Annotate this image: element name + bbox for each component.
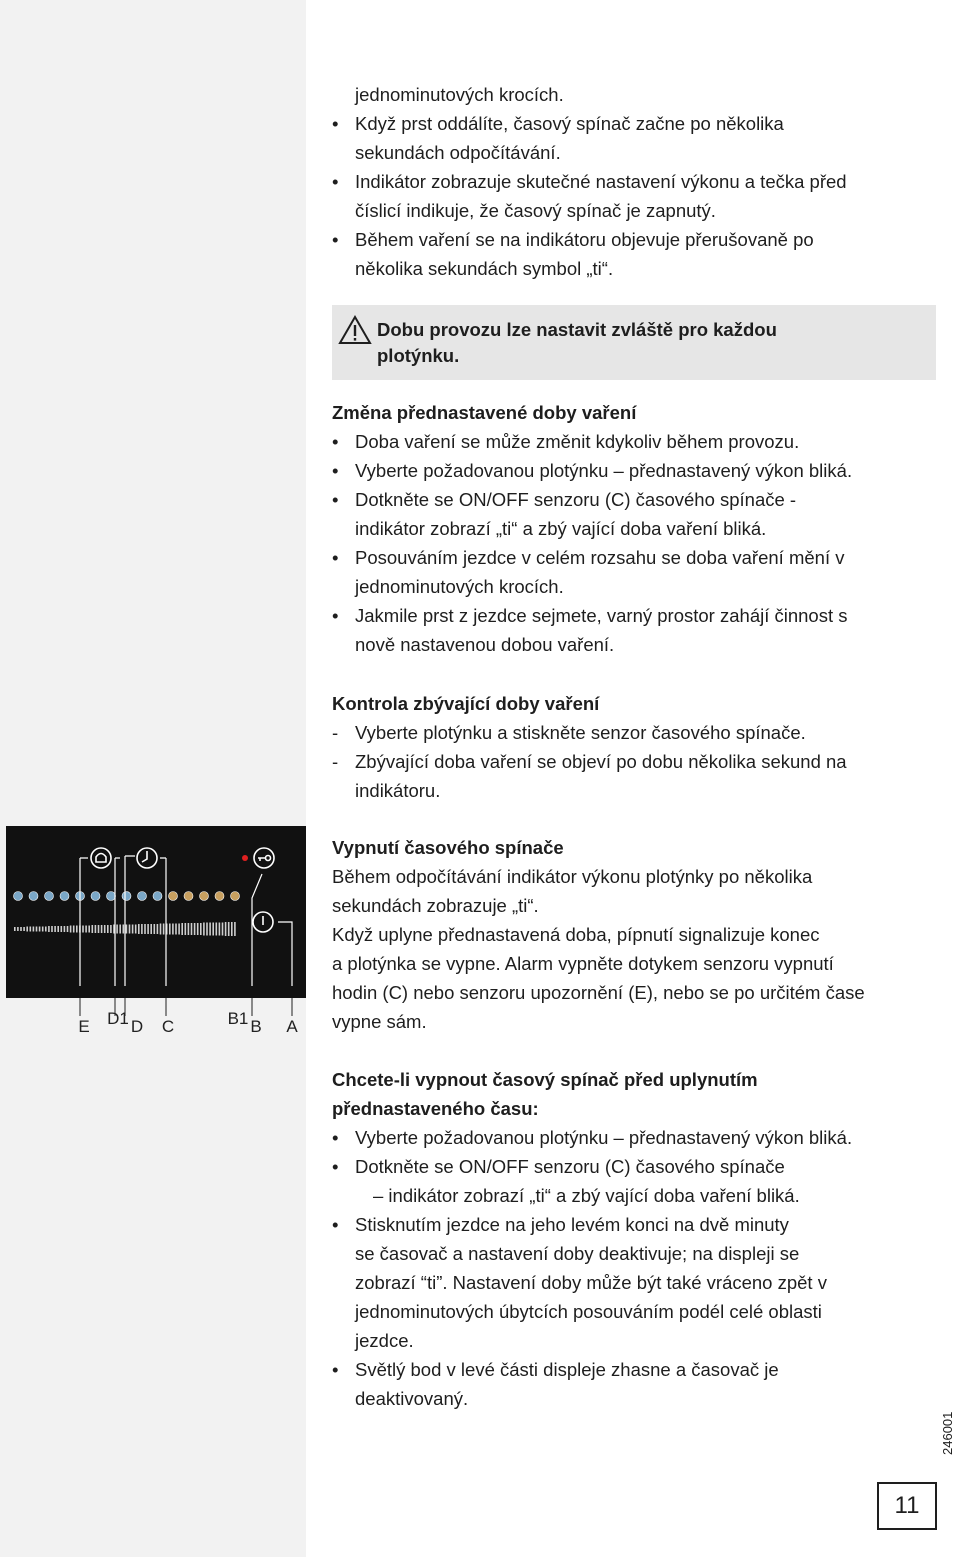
slider-segment [225, 922, 227, 936]
slider-segment [141, 924, 143, 934]
slider-segment [76, 926, 78, 933]
list-item [332, 485, 940, 543]
label-b: B [250, 1017, 262, 1036]
top-list [332, 80, 940, 283]
indicator-dot [60, 892, 69, 901]
slider-segment [181, 923, 183, 935]
list-item-line: několika sekundách symbol „ti“. [355, 258, 614, 279]
list-item [332, 1152, 940, 1210]
slider-segment [197, 923, 199, 935]
list-item [332, 1355, 940, 1413]
list-item-line: Jakmile prst z jezdce sejmete, varný prostor zahájí činnost s [355, 605, 848, 626]
list-item [332, 747, 940, 805]
list-item-line: deaktivovaný. [355, 1388, 469, 1409]
slider-segment [104, 925, 106, 933]
slider-segment [61, 926, 63, 932]
label-d1: D1 [107, 1009, 129, 1028]
list-item-line: Během vaření se na indikátoru objevuje přerušovaně po [355, 229, 814, 250]
list-item-line: Dotkněte se ON/OFF senzoru (C) časového spínače - [355, 489, 797, 510]
slider-segment [209, 923, 211, 936]
page-sidebar [0, 0, 306, 1557]
warning-triangle-icon [338, 315, 372, 345]
section-heading: Změna přednastavené doby vaření [332, 402, 637, 423]
list-item-line: indikátor zobrazí „ti“ a zbý vající doba vaření bliká. [355, 518, 767, 539]
slider-segment [116, 925, 118, 934]
slider-segment [169, 924, 171, 935]
slider-segment [132, 925, 134, 934]
paragraph-line: Během odpočítávání indikátor výkonu plotýnky po několika [332, 866, 813, 887]
slider-segment [119, 925, 121, 934]
indicator-dot [138, 892, 147, 901]
slider-segment [14, 927, 16, 931]
section-heading: Kontrola zbývající doby vaření [332, 693, 600, 714]
list-item [332, 718, 940, 747]
list-item [332, 427, 940, 456]
change-section [332, 398, 940, 659]
slider-segment [33, 927, 35, 932]
slider-segment [73, 926, 75, 933]
indicator-dot [14, 892, 23, 901]
slider-segment [42, 927, 44, 932]
indicator-dot [169, 892, 178, 901]
list-item-line: Posouváním jezdce v celém rozsahu se doba vaření mění v [355, 547, 845, 568]
paragraph-line: hodin (C) nebo senzoru upozornění (E), nebo se po určitém čase [332, 982, 865, 1003]
label-a: A [286, 1017, 298, 1036]
indicator-dot [29, 892, 38, 901]
slider-segment [172, 924, 174, 935]
slider-segment [150, 924, 152, 934]
list-item-line: Doba vaření se může změnit kdykoliv během provozu. [355, 431, 800, 452]
list-item [332, 167, 940, 225]
indicator-dot [107, 892, 116, 901]
slider-segment [175, 924, 177, 935]
list-item-line: jezdce. [355, 1330, 414, 1351]
paragraph-line: Když uplyne přednastavená doba, pípnutí signalizuje konec [332, 924, 820, 945]
early-off-section [332, 1065, 940, 1413]
slider-segment [123, 925, 125, 934]
list-item-line: Vyberte plotýnku a stiskněte senzor časového spínače. [355, 722, 806, 743]
slider-segment [17, 927, 19, 931]
slider-segment [228, 922, 230, 936]
slider-segment [234, 922, 236, 936]
slider-segment [48, 926, 50, 932]
slider-segment [95, 925, 97, 933]
list-item-line: sekundách odpočítávání. [355, 142, 561, 163]
slider-segment [188, 923, 190, 935]
warning-box [332, 305, 936, 380]
indicator-dot [122, 892, 131, 901]
slider-segment [135, 925, 137, 934]
slider-segment [216, 923, 218, 936]
slider-segment [206, 923, 208, 936]
slider-segment [157, 924, 159, 934]
slider-segment [144, 924, 146, 934]
list-item [332, 456, 940, 485]
list-item [332, 601, 940, 659]
list-item-line: Když prst oddálíte, časový spínač začne po několika [355, 113, 784, 134]
off-section [332, 833, 940, 1036]
section-heading: přednastaveného času: [332, 1098, 539, 1119]
bullet: • [332, 113, 339, 134]
dash: - [332, 751, 339, 772]
slider-segment [92, 925, 94, 933]
check-section [332, 689, 940, 805]
slider-segment [160, 924, 162, 935]
list-item [332, 1210, 940, 1355]
slider-segment [129, 925, 131, 934]
bullet: • [332, 229, 339, 250]
timer-led [242, 855, 248, 861]
paragraph-line: vypne sám. [332, 1011, 427, 1032]
slider-segment [231, 922, 233, 936]
slider-segment [163, 924, 165, 935]
bullet: • [332, 489, 339, 510]
slider-segment [67, 926, 69, 932]
slider-segment [23, 927, 25, 931]
section-heading: Chcete-li vypnout časový spínač před uplynutím [332, 1069, 758, 1090]
slider-segment [30, 927, 32, 932]
slider-segment [26, 927, 28, 932]
warning-line: Dobu provozu lze nastavit zvláště pro každou [377, 319, 777, 340]
list-item-line: Zbývající doba vaření se objeví po dobu několika sekund na [355, 751, 847, 772]
list-item-line: indikátoru. [355, 780, 441, 801]
slider-segment [101, 925, 103, 933]
slider-segment [126, 925, 128, 934]
paragraph-line: a plotýnka se vypne. Alarm vypněte dotykem senzoru vypnutí [332, 953, 834, 974]
list-item [332, 543, 940, 601]
slider-segment [191, 923, 193, 935]
slider-segment [203, 923, 205, 936]
list-item-line: Dotkněte se ON/OFF senzoru (C) časového spínače [355, 1156, 785, 1177]
list-item [332, 225, 940, 283]
list-item-line: Světlý bod v levé části displeje zhasne a časovač je [355, 1359, 779, 1380]
paragraph-line: sekundách zobrazuje „ti“. [332, 895, 539, 916]
slider-segment [20, 927, 22, 931]
slider-segment [85, 926, 87, 933]
indicator-dot [45, 892, 54, 901]
slider-segment [200, 923, 202, 935]
indicator-dot [153, 892, 162, 901]
list-item-line: číslicí indikuje, že časový spínač je zapnutý. [355, 200, 716, 221]
list-item-line: Vyberte požadovanou plotýnku – přednastavený výkon bliká. [355, 460, 853, 481]
slider-segment [222, 923, 224, 936]
slider-segment [36, 927, 38, 932]
label-e: E [78, 1017, 90, 1036]
slider-segment [98, 925, 100, 933]
slider-segment [154, 924, 156, 934]
dash: - [332, 722, 339, 743]
list-item-line: – indikátor zobrazí „ti“ a zbý vající doba vaření bliká. [373, 1185, 800, 1206]
bullet: • [332, 547, 339, 568]
list-item-line: Vyberte požadovanou plotýnku – přednastavený výkon bliká. [355, 1127, 853, 1148]
indicator-dot [184, 892, 193, 901]
list-item [332, 1123, 940, 1152]
list-item-line: nově nastavenou dobou vaření. [355, 634, 615, 655]
slider-segment [57, 926, 59, 932]
slider-segment [138, 924, 140, 934]
indicator-dots [14, 892, 240, 901]
slider-segment [51, 926, 53, 932]
slider-segment [107, 925, 109, 933]
list-item-line: jednominutových krocích. [355, 576, 564, 597]
warning-text [377, 317, 917, 369]
control-panel-diagram [0, 826, 306, 1050]
label-d: D [130, 1017, 144, 1036]
warning-line: plotýnku. [377, 345, 460, 366]
list-item-line: Stisknutím jezdce na jeho levém konci na dvě minuty [355, 1214, 789, 1235]
slider-segment [88, 926, 90, 933]
slider-segment [185, 923, 187, 935]
slider-segment [70, 926, 72, 933]
bullet: • [332, 605, 339, 626]
slider-segment [110, 925, 112, 933]
indicator-dot [91, 892, 100, 901]
label-c: C [161, 1017, 175, 1036]
list-item-line: Indikátor zobrazuje skutečné nastavení výkonu a tečka před [355, 171, 847, 192]
slider-segment [212, 923, 214, 936]
bullet: • [332, 171, 339, 192]
bullet: • [332, 1359, 339, 1380]
document-code-text: 246001 [940, 1411, 955, 1455]
slider-segment [219, 923, 221, 936]
slider-segment [147, 924, 149, 934]
list-item-line: jednominutových úbytcích posouváním podél celé oblasti [355, 1301, 822, 1322]
slider-segment [194, 923, 196, 935]
slider-segment [54, 926, 56, 932]
list-item [332, 109, 940, 167]
bullet: • [332, 1156, 339, 1177]
slider-segment [39, 927, 41, 932]
slider-segment [178, 924, 180, 935]
list-continuation: jednominutových krocích. [355, 84, 564, 105]
bullet: • [332, 431, 339, 452]
bullet: • [332, 460, 339, 481]
indicator-dot [215, 892, 224, 901]
slider-segment [45, 927, 47, 932]
slider-segment [82, 926, 84, 933]
page-number: 11 [877, 1482, 937, 1530]
bullet: • [332, 1214, 339, 1235]
list-item-line: se časovač a nastavení doby deaktivuje; na displeji se [355, 1243, 800, 1264]
section-heading: Vypnutí časového spínače [332, 837, 564, 858]
indicator-dot [231, 892, 240, 901]
list-item-line: zobrazí “ti”. Nastavení doby může být také vráceno zpět v [355, 1272, 827, 1293]
label-b1: B1 [227, 1009, 249, 1028]
indicator-dot [200, 892, 209, 901]
bullet: • [332, 1127, 339, 1148]
slider-segment [64, 926, 66, 932]
